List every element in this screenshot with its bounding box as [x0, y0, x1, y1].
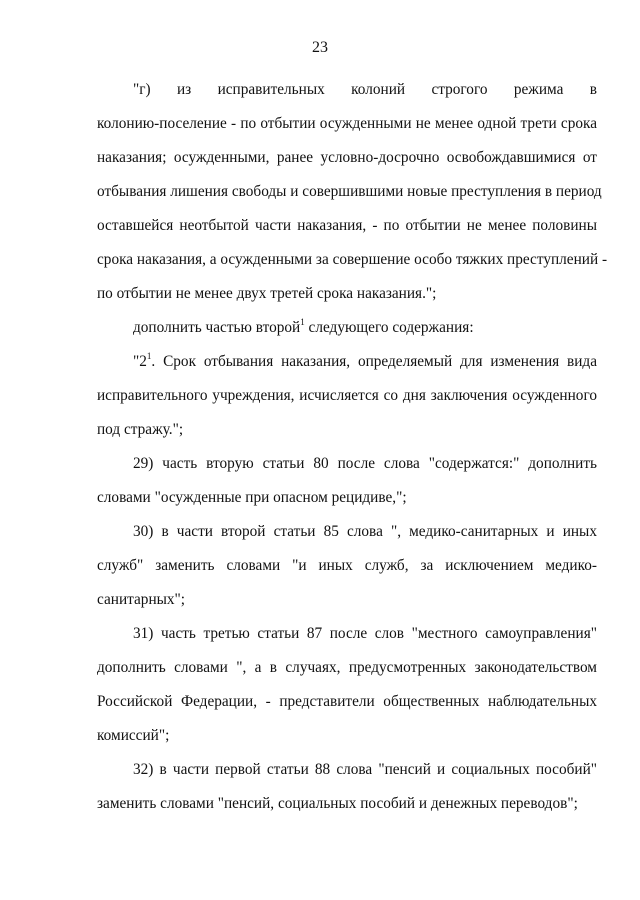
- text-line: наказания; осужденными, ранее условно-досрочно освобождавшимися от: [97, 149, 597, 166]
- text-fragment: "2: [133, 353, 147, 370]
- text-line: комиссий";: [97, 727, 170, 744]
- text-line: 32) в части первой статьи 88 слова "пенсий и социальных пособий": [133, 761, 597, 778]
- superscript: 1: [146, 350, 152, 361]
- text-line: "г) из исправительных колоний строгого режима в: [133, 81, 597, 98]
- text-fragment: . Срок отбывания наказания, определяемый для изменения вида: [151, 353, 597, 370]
- text-line: отбывания лишения свободы и совершившими новые преступления в период: [97, 183, 602, 200]
- text-line: словами "осужденные при опасном рецидиве,";: [97, 489, 407, 506]
- text-line: колонию-поселение - по отбытии осужденными не менее одной трети срока: [97, 115, 597, 132]
- text-line: под стражу.";: [97, 421, 184, 438]
- text-line: служб" заменить словами "и иных служб, за исключением медико-: [97, 557, 597, 574]
- page-number: 23: [312, 39, 328, 56]
- text-line: оставшейся неотбытой части наказания, - по отбытии не менее половины: [97, 217, 597, 234]
- text-fragment: дополнить частью второй: [133, 319, 301, 336]
- text-line: Российской Федерации, - представители общественных наблюдательных: [97, 693, 597, 710]
- text-line: санитарных";: [97, 591, 186, 608]
- text-fragment: следующего содержания:: [304, 319, 474, 336]
- text-line: [133, 352, 597, 372]
- text-line: 31) часть третью статьи 87 после слов "местного самоуправления": [133, 625, 597, 642]
- text-line: дополнить словами ", а в случаях, предусмотренных законодательством: [97, 659, 597, 676]
- text-line: 29) часть вторую статьи 80 после слова "содержатся:" дополнить: [133, 455, 597, 472]
- text-line: [133, 318, 597, 338]
- text-line: исправительного учреждения, исчисляется со дня заключения осужденного: [97, 387, 597, 404]
- text-line: срока наказания, а осужденными за совершение особо тяжких преступлений -: [97, 251, 608, 268]
- superscript: 1: [300, 316, 305, 327]
- text-line: по отбытии не менее двух третей срока наказания.";: [97, 285, 437, 302]
- text-line: 30) в части второй статьи 85 слова ", медико-санитарных и иных: [133, 523, 597, 540]
- text-line: заменить словами "пенсий, социальных пособий и денежных переводов";: [97, 795, 578, 812]
